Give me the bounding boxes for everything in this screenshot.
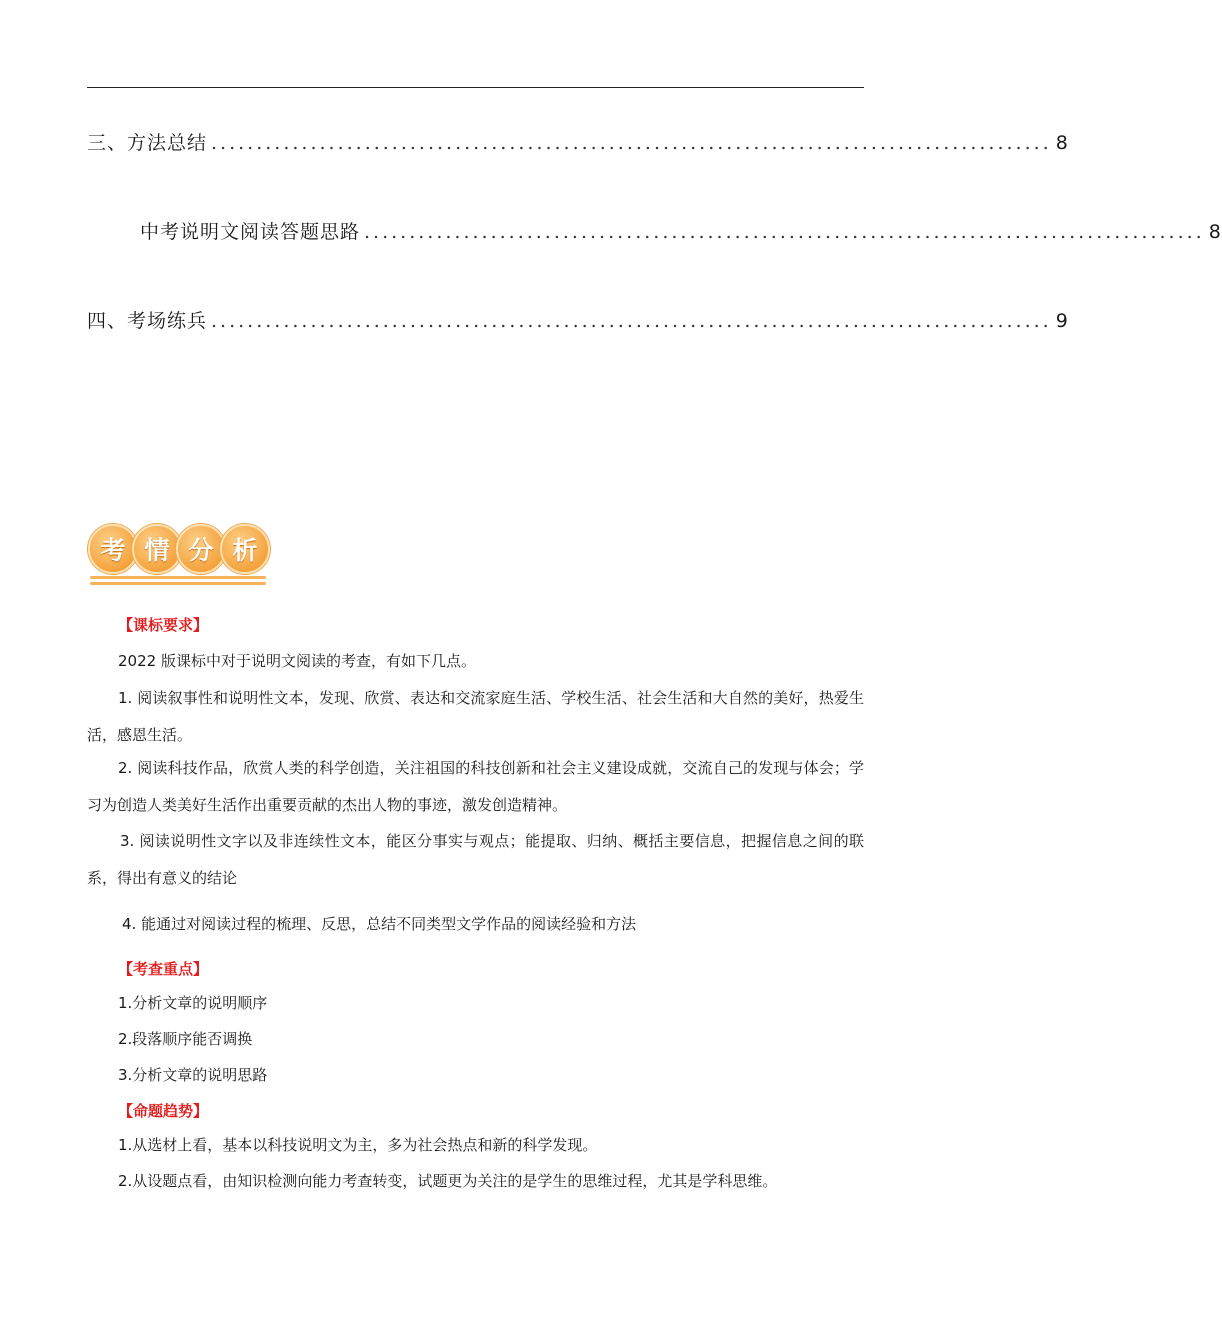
list-item: 2.从设题点看，由知识检测向能力考查转变，试题更为关注的是学生的思维过程，尤其是学科思维。 bbox=[118, 1172, 778, 1190]
section-heading: 【命题趋势】 bbox=[118, 1102, 209, 1120]
paragraph: 4. 能通过对阅读过程的梳理、反思，总结不同类型文学作品的阅读经验和方法 bbox=[122, 915, 637, 933]
paragraph: 3. 阅读说明性文字以及非连续性文本，能区分事实与观点；能提取、归纳、概括主要信息，把握信息之间的联系，得出有意义的结论 bbox=[87, 832, 864, 887]
toc-page: 8 bbox=[1208, 221, 1222, 243]
list-item: 1.分析文章的说明顺序 bbox=[118, 994, 268, 1012]
paragraph: 2022 版课标中对于说明文阅读的考查，有如下几点。 bbox=[118, 652, 476, 670]
toc-label: 中考说明文阅读答题思路 bbox=[140, 221, 361, 243]
section-heading: 【考查重点】 bbox=[118, 960, 209, 978]
toc-label: 四、考场练兵 bbox=[87, 310, 208, 332]
toc-leader: ............................................................................................. bbox=[211, 132, 1052, 154]
logo-underline bbox=[90, 582, 266, 585]
list-item: 1.从选材上看，基本以科技说明文为主，多为社会热点和新的科学发现。 bbox=[118, 1136, 598, 1154]
paragraph: 1. 阅读叙事性和说明性文本，发现、欣赏、表达和交流家庭生活、学校生活、社会生活和大自然的美好，热爱生活，感恩生活。 bbox=[87, 689, 864, 744]
logo-char: 考 bbox=[88, 524, 138, 574]
list-item: 2.段落顺序能否调换 bbox=[118, 1030, 253, 1048]
logo-underline bbox=[90, 576, 266, 579]
toc-page: 8 bbox=[1055, 132, 1069, 154]
logo-char: 析 bbox=[220, 524, 270, 574]
toc-entry[interactable] bbox=[87, 306, 1069, 333]
section-heading: 【课标要求】 bbox=[118, 616, 209, 634]
toc-entry[interactable] bbox=[140, 217, 1222, 244]
toc-entry[interactable] bbox=[87, 128, 1069, 155]
top-rule bbox=[87, 87, 864, 88]
toc-page: 9 bbox=[1055, 310, 1069, 332]
paragraph: 2. 阅读科技作品，欣赏人类的科学创造，关注祖国的科技创新和社会主义建设成就，交流自己的发现与体会；学习为创造人类美好生活作出重要贡献的杰出人物的事迹，激发创造精神。 bbox=[87, 759, 864, 814]
toc-label: 三、方法总结 bbox=[87, 132, 208, 154]
logo-char: 情 bbox=[132, 524, 182, 574]
logo-char: 分 bbox=[176, 524, 226, 574]
list-item: 3.分析文章的说明思路 bbox=[118, 1066, 268, 1084]
section-logo bbox=[88, 522, 272, 588]
toc-leader: ............................................................................................. bbox=[211, 310, 1052, 332]
toc-leader: ............................................................................................. bbox=[364, 221, 1205, 243]
